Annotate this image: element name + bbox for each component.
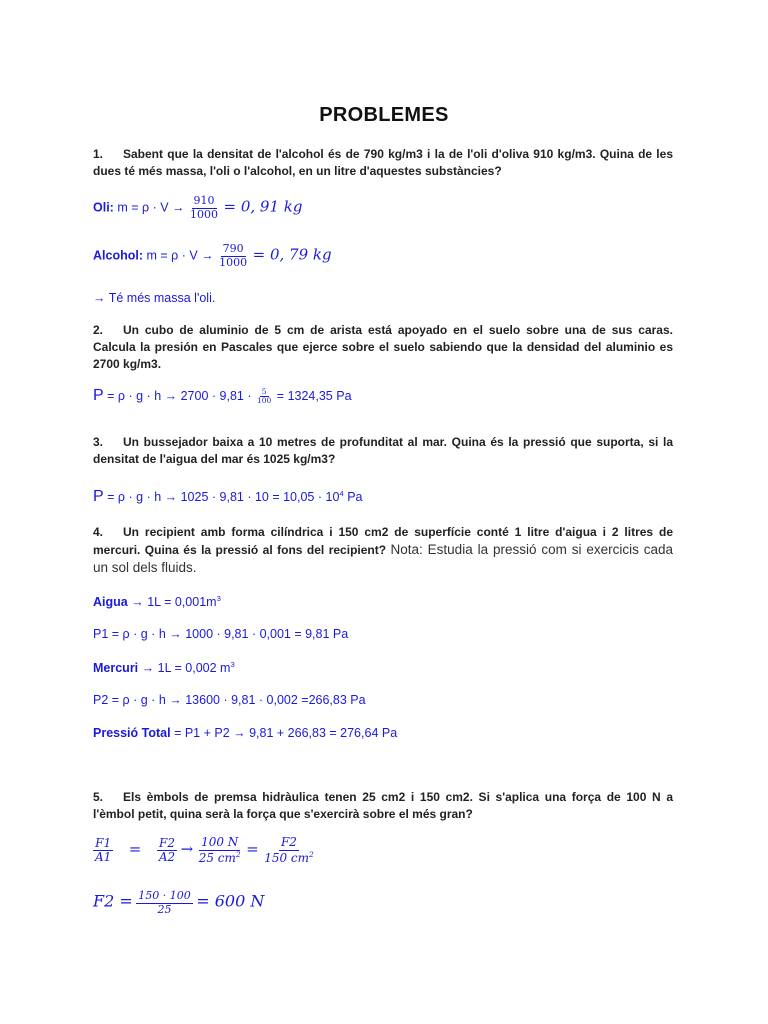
question-text: Un recipient amb forma cilíndrica i 150 cm2 de superfície conté 1 litre d'aigua i 2 litres de mercuri. Quina és la pressió al fons del recipient? (93, 525, 673, 557)
alcohol-numerator: 790 (222, 242, 244, 255)
question-5 (93, 789, 673, 823)
oli-result: = 0, 91 kg (223, 197, 303, 216)
exponent: 4 (339, 488, 344, 498)
f1: F1 (95, 835, 112, 850)
question-text: Sabent que la densitat de l'alcohol és de 790 kg/m3 i la de l'oli d'oliva 910 kg/m3. Quina de les dues té més massa, l'oli o l'alcohol, en un litre d'aquestes substàncies? (93, 147, 673, 178)
result-denominator: 25 (157, 902, 172, 916)
equals-sign: = (128, 840, 142, 859)
question-text: Els èmbols de premsa hidràulica tenen 25 cm2 i 150 cm2. Si s'aplica una força de 100 N a l'èmbol petit, quina serà la força que s'exercirà sobre el més gran? (93, 790, 673, 821)
a2: A2 (158, 850, 176, 865)
oli-numerator: 910 (193, 194, 215, 207)
pressure-formula: = ρ · g · h → 2700 · 9,81 · (107, 389, 252, 403)
question-number: 1. (93, 147, 104, 161)
answer-pressure-cube (93, 387, 352, 406)
aigua-text: → 1L = 0,001m (131, 595, 217, 610)
cube-fraction (255, 388, 273, 406)
answer-p1: P1 = ρ · g · h → 1000 · 9,81 · 0,001 = 9,81 Pa (93, 627, 349, 641)
area-150cm2: 150 $cm^2$ (264, 849, 314, 865)
question-number: 3. (93, 435, 104, 449)
f2: F2 (159, 835, 175, 850)
answer-p2: P2 = ρ · g · h → 13600 · 9,81 · 0,002 =266,83 Pa (93, 693, 366, 707)
alcohol-result: = 0, 79 kg (252, 245, 332, 264)
f2b: F2 (280, 835, 297, 849)
question-number: 2. (93, 323, 104, 337)
f1-a1-fraction (93, 837, 113, 866)
alcohol-denominator: 1000 (219, 255, 248, 269)
conclusion-text: → Té més massa l'oli. (93, 291, 216, 305)
pressure-symbol: P (93, 387, 104, 404)
f2-label: F2 = (93, 891, 133, 911)
question-2 (93, 322, 673, 373)
total-text: = P1 + P2 → 9,81 + 266,83 = 276,64 Pa (174, 726, 398, 740)
mercuri-text: → 1L = 0,002 m (141, 661, 231, 676)
exponent: 3 (230, 660, 235, 669)
question-note: Nota: Estudia la pressió com si exercicis cada un sol dels fluids. (93, 542, 673, 575)
area-25cm2: 25 $cm^2$ (198, 849, 241, 865)
answer-mercuri-volume (93, 660, 235, 675)
alcohol-label: Alcohol: (93, 248, 143, 263)
pressure-result: = 1324,35 Pa (276, 389, 352, 403)
answer-f2-result (93, 890, 264, 916)
answer-oli (93, 195, 302, 221)
answer-pressure-diver (93, 488, 362, 506)
oli-fraction (188, 195, 220, 221)
cube-numerator: 5 (261, 386, 267, 396)
question-text: Un bussejador baixa a 10 metres de profunditat al mar. Quina és la pressió que suporta, si la densitat de l'aigua del mar és 1025 kg/m3? (93, 435, 673, 466)
page-title: PROBLEMES (319, 104, 449, 126)
mercuri-label: Mercuri (93, 661, 139, 676)
pressure-formula: = ρ · g · h → 1025 · 9,81 · 10 = 10,05 · 10 (107, 490, 340, 504)
f2-result: = 600 N (196, 891, 265, 911)
question-1 (93, 146, 673, 180)
result-numerator: 150 · 100 (138, 889, 191, 902)
aigua-label: Aigua (93, 595, 128, 610)
result-fraction (136, 890, 192, 916)
answer-aigua-volume (93, 594, 221, 609)
alcohol-fraction (217, 243, 249, 269)
question-number: 4. (93, 525, 104, 539)
f2-a2-fraction (157, 837, 177, 866)
a1: A1 (95, 850, 112, 865)
answer-total-pressure (93, 726, 397, 740)
answer-pascal-equation (93, 836, 316, 866)
oli-formula: m = ρ · V → (117, 200, 185, 215)
force-100n: 100 N (201, 835, 239, 849)
f2-150-fraction (262, 836, 316, 866)
alcohol-formula: m = ρ · V → (146, 248, 214, 263)
pressure-unit: Pa (343, 490, 363, 504)
question-3 (93, 434, 673, 468)
exponent: 3 (216, 594, 221, 603)
arrow: → (180, 840, 194, 859)
question-text: Un cubo de aluminio de 5 cm de arista está apoyado en el suelo sobre una de sus caras. Calcula la presión en Pascales que ejerce sobre el suelo sabiendo que la densidad del aluminio es 2700 kg/m3. (93, 323, 673, 371)
cube-denominator: 100 (256, 396, 272, 406)
oli-denominator: 1000 (190, 207, 218, 221)
question-number: 5. (93, 790, 104, 804)
total-label: Pressió Total (93, 726, 171, 740)
oli-label: Oli: (93, 200, 114, 215)
equals-sign: = (246, 840, 259, 859)
force-area-fraction (197, 836, 243, 866)
answer-alcohol (93, 243, 332, 269)
question-4 (93, 524, 673, 577)
pressure-symbol: P (93, 488, 104, 505)
